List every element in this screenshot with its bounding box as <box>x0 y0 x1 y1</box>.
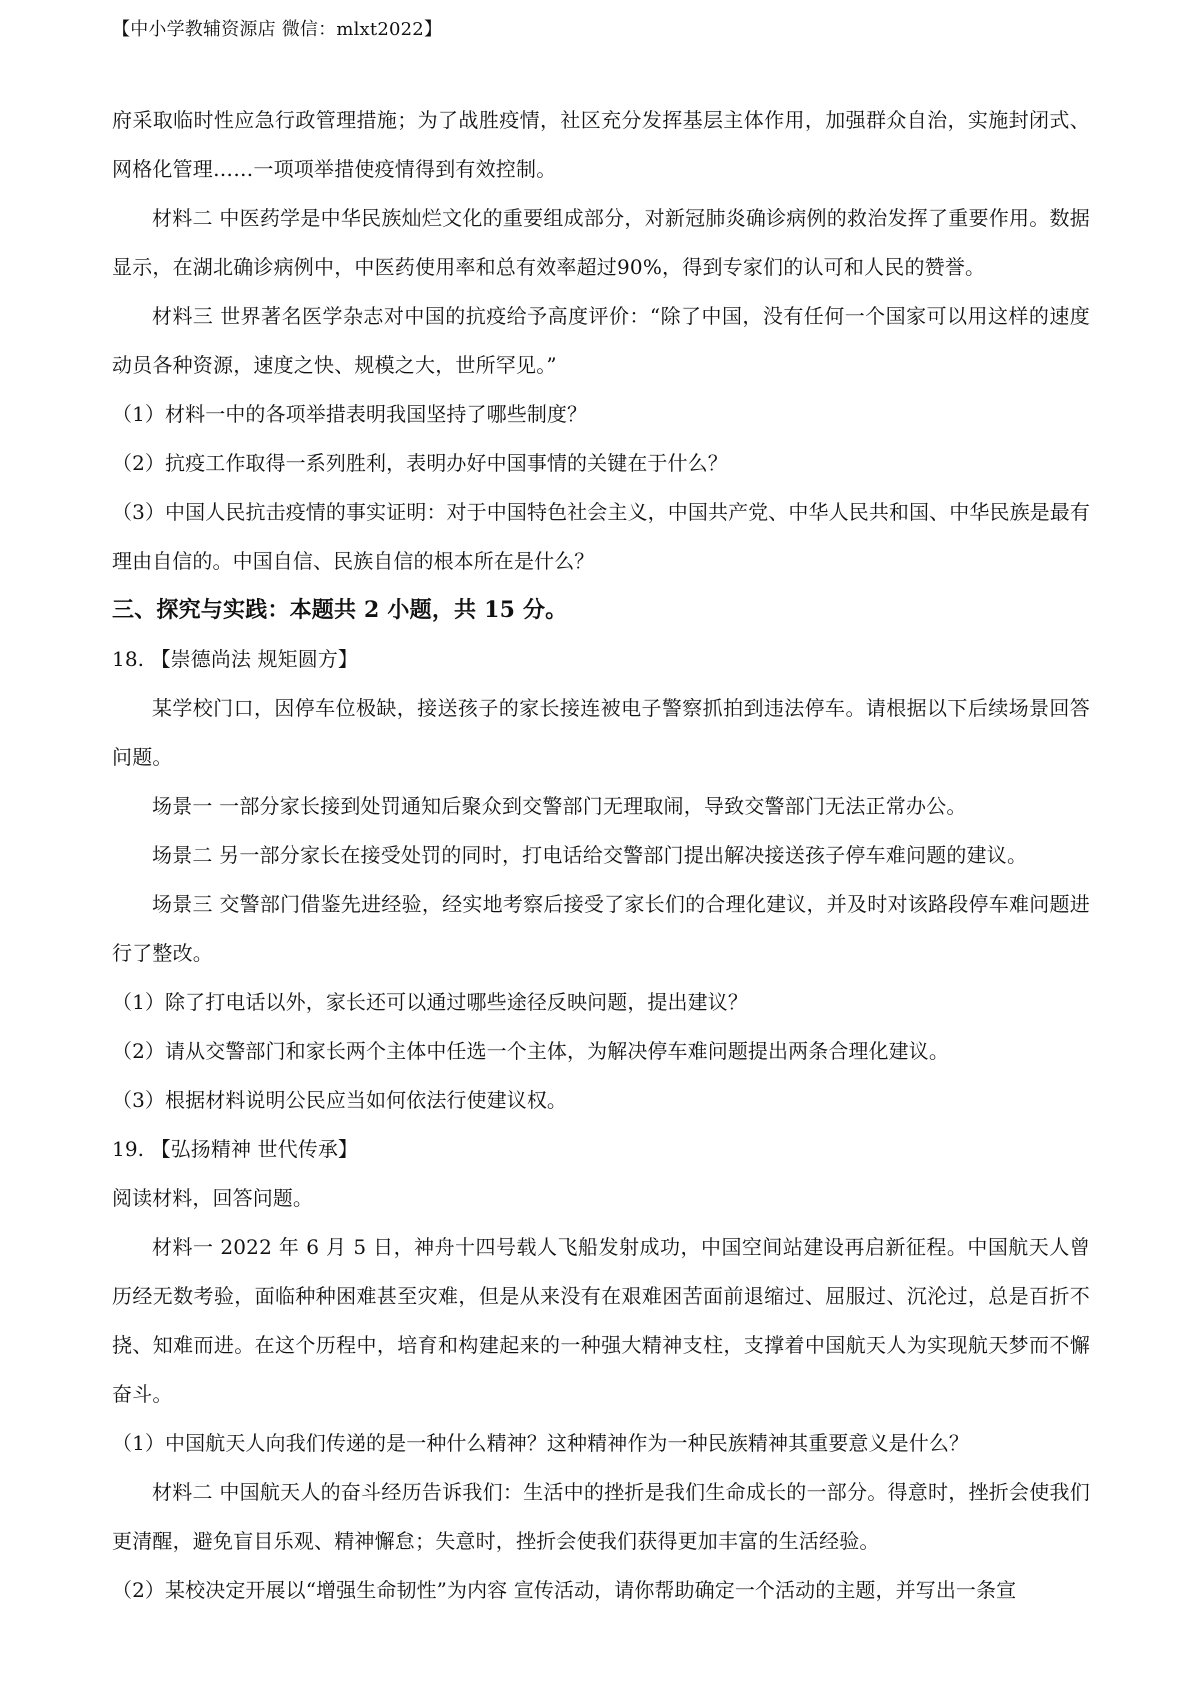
question-19-material-2: 材料二 中国航天人的奋斗经历告诉我们：生活中的挫折是我们生命成长的一部分。得意时，挫折会使我们更清醒，避免盲目乐观、精神懈怠；失意时，挫折会使我们获得更加丰富的生活经验。 <box>112 1480 1090 1553</box>
question-19-intro: 阅读材料，回答问题。 <box>112 1186 313 1210</box>
question-19-1: （1）中国航天人向我们传递的是一种什么精神？这种精神作为一种民族精神其重要意义是什么？ <box>112 1431 970 1455</box>
question-18-title: 18. 【崇德尚法 规矩圆方】 <box>112 647 359 671</box>
question-18-1: （1）除了打电话以外，家长还可以通过哪些途径反映问题，提出建议？ <box>112 990 748 1014</box>
section-title: 三、探究与实践：本题共 2 小题，共 15 分。 <box>112 597 568 623</box>
question-17-1: （1）材料一中的各项举措表明我国坚持了哪些制度？ <box>112 402 588 426</box>
question-18-2: （2）请从交警部门和家长两个主体中任选一个主体，为解决停车难问题提出两条合理化建议。 <box>112 1039 949 1063</box>
question-18-3: （3）根据材料说明公民应当如何依法行使建议权。 <box>112 1088 568 1112</box>
material-3: 材料三 世界著名医学杂志对中国的抗疫给予高度评价：“除了中国，没有任何一个国家可以用这样的速度动员各种资源，速度之快、规模之大，世所罕见。” <box>112 304 1090 377</box>
question-19-2: （2）某校决定开展以“增强生命韧性”为内容 宣传活动，请你帮助确定一个活动的主题，并写出一条宣 <box>112 1578 1017 1602</box>
question-17-2: （2）抗疫工作取得一系列胜利，表明办好中国事情的关键在于什么？ <box>112 451 728 475</box>
material-2: 材料二 中医药学是中华民族灿烂文化的重要组成部分，对新冠肺炎确诊病例的救治发挥了重要作用。数据显示，在湖北确诊病例中，中医药使用率和总有效率超过90%，得到专家们的认可和人民的赞誉。 <box>112 206 1090 279</box>
document-content <box>112 96 1090 1615</box>
continued-paragraph: 府采取临时性应急行政管理措施；为了战胜疫情，社区充分发挥基层主体作用，加强群众自治，实施封闭式、网格化管理……一项项举措使疫情得到有效控制。 <box>112 108 1090 181</box>
question-17-3: （3）中国人民抗击疫情的事实证明：对于中国特色社会主义，中国共产党、中华人民共和国、中华民族是最有理由自信的。中国自信、民族自信的根本所在是什么？ <box>112 500 1090 573</box>
question-19-title: 19. 【弘扬精神 世代传承】 <box>112 1137 359 1161</box>
scene-2: 场景二 另一部分家长在接受处罚的同时，打电话给交警部门提出解决接送孩子停车难问题的建议。 <box>152 843 1028 867</box>
scene-3: 场景三 交警部门借鉴先进经验，经实地考察后接受了家长们的合理化建议，并及时对该路段停车难问题进行了整改。 <box>112 892 1090 965</box>
header-note: 【中小学教辅资源店 微信：mlxt2022】 <box>112 19 443 40</box>
question-18-intro: 某学校门口，因停车位极缺，接送孩子的家长接连被电子警察抓拍到违法停车。请根据以下后续场景回答问题。 <box>112 696 1090 769</box>
question-19-material-1: 材料一 2022 年 6 月 5 日，神舟十四号载人飞船发射成功，中国空间站建设再启新征程。中国航天人曾历经无数考验，面临种种困难甚至灾难，但是从来没有在艰难困苦面前退缩过、屈服过、沉沦过，总是百折不挠、知难而进。在这个历程中，培育和构建起来的一种强大精神支柱，支撑着中国航天人为实现航天梦而不懈奋斗。 <box>112 1235 1090 1406</box>
scene-1: 场景一 一部分家长接到处罚通知后聚众到交警部门无理取闹，导致交警部门无法正常办公。 <box>152 794 967 818</box>
